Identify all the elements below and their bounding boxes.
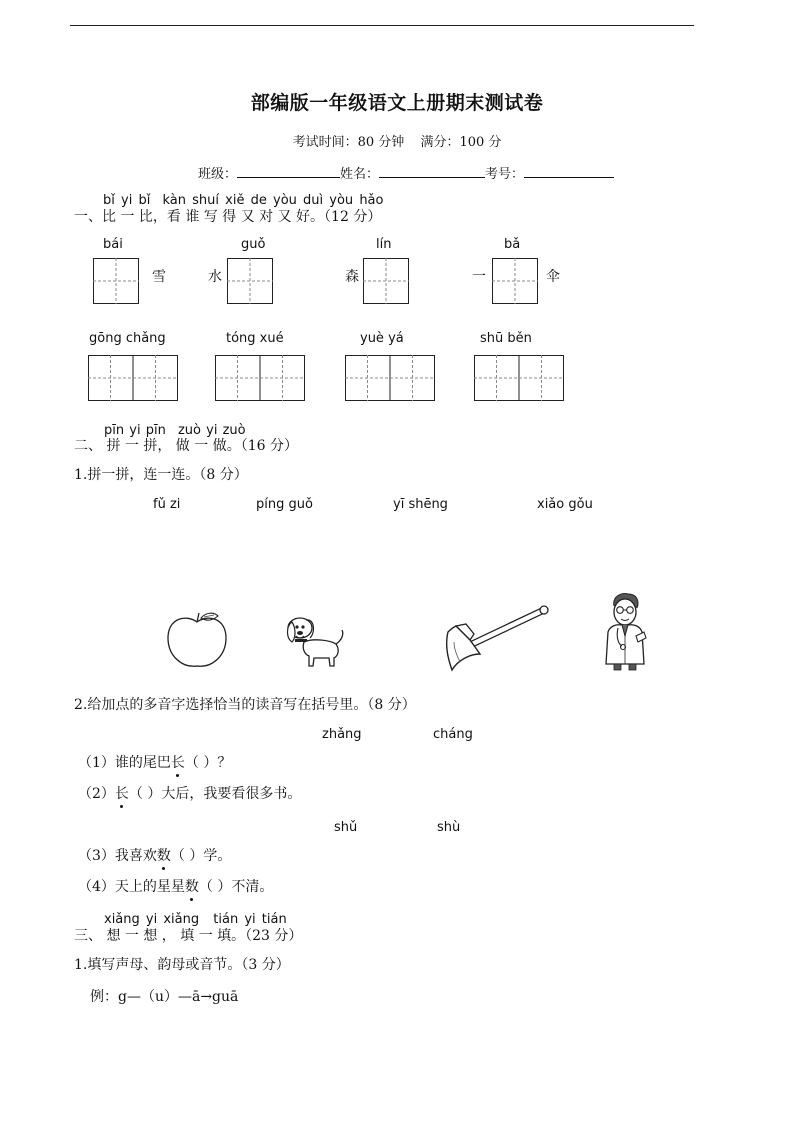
top-rule [70,25,694,26]
dotted-char: 数 [157,845,171,865]
pinyin-syllable: pīn [104,423,125,438]
reading-option: zhǎng [322,727,362,742]
answer-blank[interactable]: （ ）大后，我要看很多书。 [128,786,302,802]
exam-info [0,131,794,150]
pinyin-syllable: pīn [145,423,166,438]
axe-icon[interactable] [440,602,560,674]
tianzige-box[interactable] [227,258,273,304]
question-title: 1.拼一拼，连一连。（8 分） [74,467,248,483]
word-char: 伞 [546,269,560,285]
pinyin-syllable: yòu [273,193,297,208]
pinyin-syllable: duì [303,193,324,208]
word-pinyin: bǎ [504,237,521,252]
item-text: （2） [78,786,115,802]
pinyin-syllable: yi [129,423,141,438]
answer-blank[interactable]: （ ）？ [184,755,232,771]
pinyin-syllable: bǐ [138,193,151,208]
name-field[interactable] [379,165,485,178]
reading-option: shǔ [334,820,358,835]
pinyin-syllable: xiě [225,193,245,208]
double-tianzige-box[interactable] [345,355,435,401]
word-pinyin: tóng xué [226,331,284,346]
polyphone-item [78,752,231,772]
word-pinyin: yuè yá [360,331,404,346]
pinyin-syllable: kàn [162,193,186,208]
word-pinyin: shū běn [480,331,532,346]
section3-heading: 三、 想 一 想 ， 填 一 填。（23 分） [74,928,303,944]
answer-blank[interactable]: （ ）不清。 [198,879,274,895]
number-field[interactable] [524,165,614,178]
pinyin-syllable: de [250,193,267,208]
pinyin-syllable: tián [213,912,239,927]
word-char: 森 [345,269,359,285]
word-pinyin: lín [376,237,392,252]
polyphone-item [78,876,273,896]
double-tianzige-box[interactable] [474,355,564,401]
item-text: （3）我喜欢 [78,848,157,864]
section2-heading: 二、 拼 一 拼， 做 一 做。（16 分） [74,438,298,454]
double-tianzige-box[interactable] [88,355,178,401]
doctor-icon[interactable] [600,592,650,672]
pinyin-syllable: yi [244,912,256,927]
double-tianzige-box[interactable] [215,355,305,401]
pinyin-syllable: yi [121,193,133,208]
match-word[interactable]: yī shēng [393,497,448,512]
number-label: 考号： [485,167,525,182]
word-pinyin: guǒ [241,237,266,252]
dotted-char: 数 [185,876,199,896]
question-title: 1.填写声母、韵母或音节。（3 分） [74,957,290,973]
page-title: 部编版一年级语文上册期末测试卷 [250,92,544,114]
pinyin-syllable: hǎo [359,193,384,208]
pinyin-syllable: zuò [222,423,246,438]
name-label: 姓名： [340,167,380,182]
reading-option: cháng [433,727,473,742]
word-char: 水 [208,269,222,285]
pinyin-syllable: yi [145,912,158,927]
pinyin-syllable: tián [261,912,287,927]
section1-heading: 一、比 一 比，看 谁 写 得 又 对 又 好。（12 分） [74,209,382,225]
match-word[interactable]: fǔ zi [153,497,181,512]
class-field[interactable] [237,165,340,178]
tianzige-box[interactable] [93,258,139,304]
word-char: 一 [472,269,486,285]
answer-blank[interactable]: （ ）学。 [170,848,232,864]
pinyin-syllable: yòu [329,193,354,208]
pinyin-syllable: zuò [177,423,201,438]
question-title: 2.给加点的多音字选择恰当的读音写在括号里。（8 分） [74,697,416,713]
pinyin-syllable: xiǎng [104,912,140,927]
dotted-char: 长 [115,783,129,803]
dotted-char: 长 [171,752,185,772]
word-pinyin: bái [103,237,123,252]
pinyin-syllable: shuí [192,193,220,208]
class-label: 班级： [198,167,238,182]
pinyin-syllable: xiǎng [163,912,200,927]
pinyin-syllable: yi [206,423,218,438]
tianzige-box[interactable] [363,258,409,304]
student-info-line [198,163,614,182]
pinyin-syllable: bǐ [103,193,115,208]
polyphone-item [78,845,231,865]
word-pinyin: gōng chǎng [89,331,166,346]
tianzige-box[interactable] [492,258,538,304]
example-line: 例：g—（u）—ā→guā [90,989,239,1005]
apple-icon[interactable] [164,610,230,670]
full-score: 满分：100 分 [420,135,502,150]
word-char: 雪 [152,269,166,285]
match-word[interactable]: píng guǒ [256,497,313,512]
polyphone-item [78,783,301,803]
reading-option: shù [437,820,461,835]
dog-icon[interactable] [282,612,348,670]
exam-time: 考试时间：80 分钟 [292,135,405,150]
item-text: （4）天上的星星 [78,879,185,895]
item-text: （1）谁的尾巴 [78,755,171,771]
match-word[interactable]: xiǎo gǒu [537,497,593,512]
